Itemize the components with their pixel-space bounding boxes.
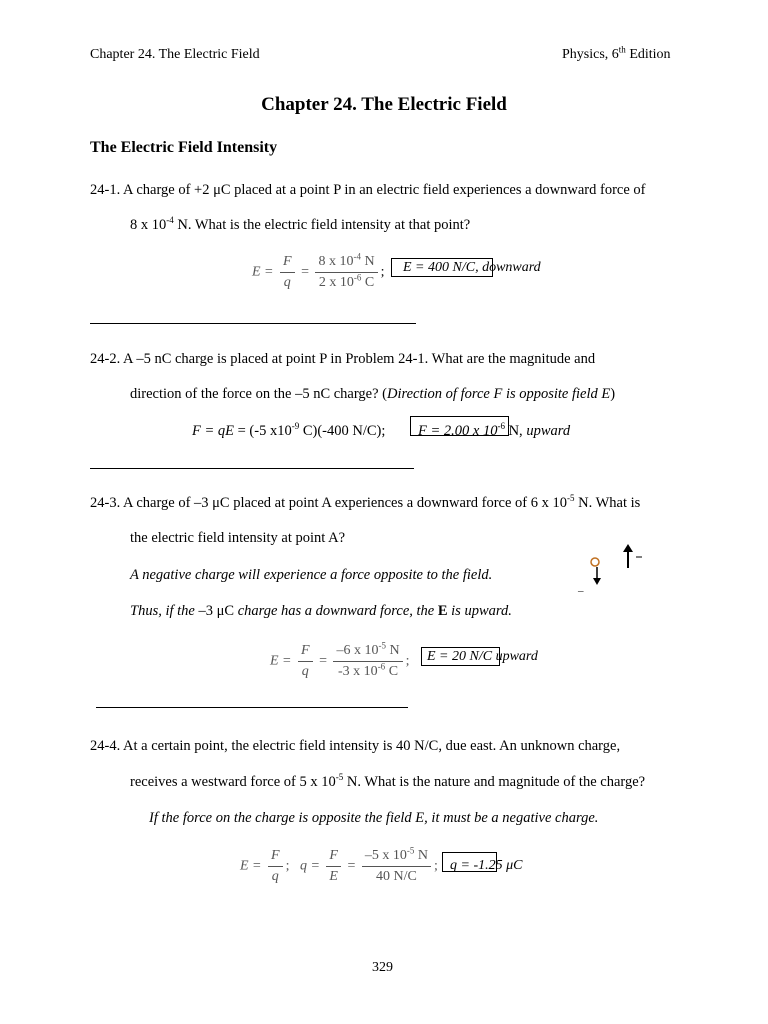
problem-24-3-line1: 24-3. A charge of –3 μC placed at point A experiences a downward force of 6 x $10^{-5}$ N. What is — [90, 493, 641, 511]
problem-24-1-equation: E = $\frac{F}{q}$ = $\frac{8 x 10^{-4} N}{2 x 10^{-6} C}$ ; — [252, 251, 385, 290]
problem-24-3-note1: A negative charge will experience a force opposite to the field. — [130, 567, 493, 583]
separator-2 — [90, 468, 414, 469]
page-number: 329 — [372, 960, 393, 975]
separator-3 — [96, 707, 408, 708]
problem-24-3-line2: the electric field intensity at point A? — [130, 530, 346, 546]
separator-1 — [90, 323, 416, 324]
charge-circle — [591, 558, 599, 566]
answer-24-2: F = 2.00 x $10^{-6}$ N, upward — [418, 421, 571, 439]
problem-24-1-line1: 24-1. A charge of +2 μC placed at a point P in an electric field experiences a downward force of — [90, 182, 646, 198]
problem-24-1-line2: 8 x $10^{-4}$ N. What is the electric field intensity at that point? — [130, 215, 471, 233]
running-header-left: Chapter 24. The Electric Field — [90, 47, 260, 62]
problem-24-3-equation: E = $\frac{F}{q}$ = $\frac{-6 x 10^{-5} N}{-3 x 10^{-6} C}$ ; — [270, 640, 410, 679]
problem-24-4-line2: receives a westward force of 5 x $10^{-5}$ N. What is the nature and magnitude of the charge? — [130, 772, 646, 790]
problem-24-3-note2: Thus, if the –3 μC charge has a downward force, the E is upward. — [130, 603, 512, 619]
answer-24-3: E = 20 N/C upward — [427, 649, 538, 664]
force-arrow-head — [593, 578, 601, 585]
problem-24-4-equation: E = $\frac{F}{q}$ ; q = $\frac{F}{E}$ = $\frac{-5 x 10^{-5} N}{40 N/C}$ ; — [240, 845, 438, 884]
problem-24-2-line1: 24-2. A –5 nC charge is placed at point P in Problem 24-1. What are the magnitude and — [90, 351, 596, 367]
running-header-right: Physics, 6th Edition — [562, 44, 671, 62]
charge-sign-label: – — [578, 585, 584, 597]
field-arrow-head — [623, 544, 633, 552]
problem-24-4-line1: 24-4. At a certain point, the electric field intensity is 40 N/C, due east. An unknown charge, — [90, 738, 621, 754]
chapter-title: Chapter 24. The Electric Field — [261, 94, 507, 115]
answer-24-4: q = -1.25 μC — [450, 858, 523, 873]
section-heading: The Electric Field Intensity — [90, 139, 278, 156]
answer-24-1: E = 400 N/C, downward — [403, 260, 541, 275]
problem-24-4-note: If the force on the charge is opposite the field E, it must be a negative charge. — [149, 810, 599, 826]
problem-24-2-equation: F = qE = (-5 $x10^{-9}$ C)(-400 N/C); — [192, 421, 386, 439]
force-field-diagram — [570, 540, 650, 600]
problem-24-2-line2: direction of the force on the –5 nC charge? (Direction of force F is opposite field E) — [130, 386, 616, 402]
